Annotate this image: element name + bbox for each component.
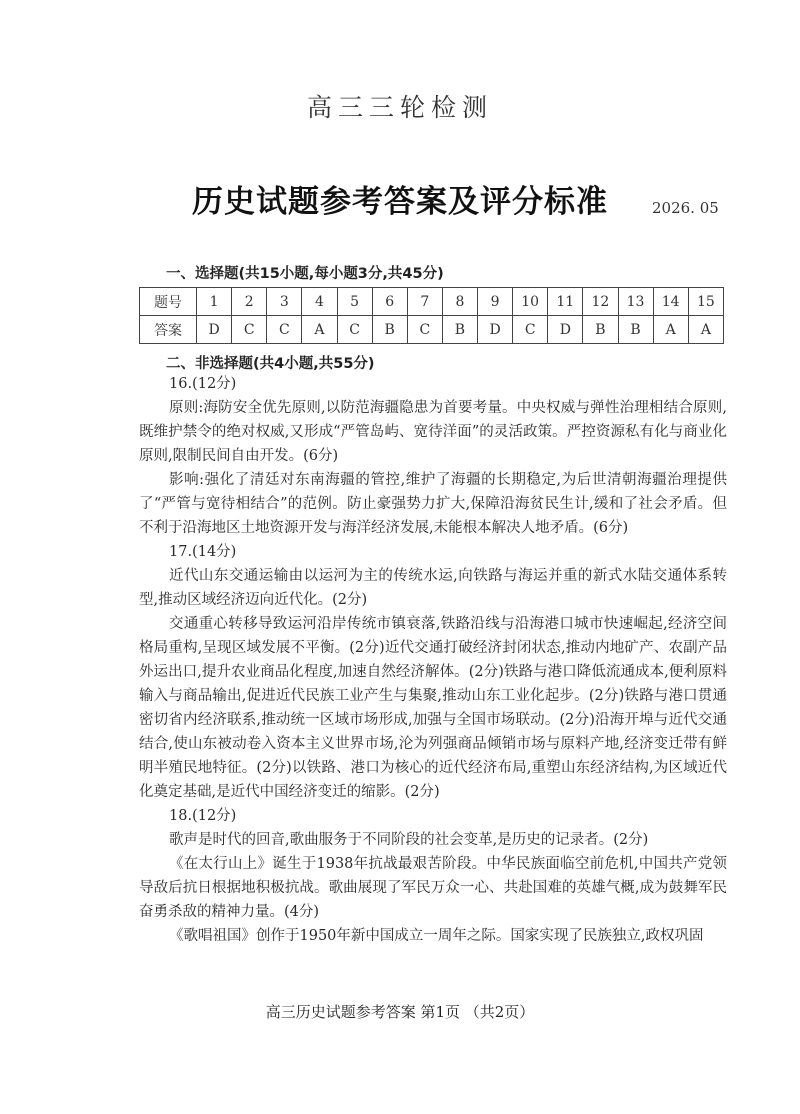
answer-cell: A [302,316,337,344]
question-number: 15 [688,288,723,316]
question-number: 11 [548,288,583,316]
row-label-answer: 答案 [140,316,197,344]
answer-cell: A [688,316,723,344]
answer-cell: A [653,316,688,344]
table-row-numbers [140,288,724,316]
answer-cell: C [407,316,442,344]
question-16-impact: 影响:强化了清廷对东南海疆的管控,维护了海疆的长期稳定,为后世清朝海疆治理提供了“严管与宽待相结合”的范例。防止豪强势力扩大,保障沿海贫民生计,缓和了社会矛盾。但不利于沿海地区土地资源开发与海洋经济发展,未能根本解决人地矛盾。(6分) [139,472,727,536]
question-number: 14 [653,288,688,316]
answer-cell: C [267,316,302,344]
answer-cell: C [337,316,372,344]
question-number: 8 [442,288,477,316]
question-number: 10 [513,288,548,316]
answer-cell: B [372,316,407,344]
question-17-analysis: 交通重心转移导致运河沿岸传统市镇衰落,铁路沿线与沿海港口城市快速崛起,经济空间格局重构,呈现区域发展不平衡。(2分)近代交通打破经济封闭状态,推动内地矿产、农副产品外运出口,提升农业商品化程度,加速自然经济解体。(2分)铁路与港口降低流通成本,便利原料输入与商品输出,促进近代民族工业产生与集聚,推动山东工业化起步。(2分)铁路与港口贯通密切省内经济联系,推动统一区域市场形成,加强与全国市场联动。(2分)沿海开埠与近代交通结合,使山东被动卷入资本主义世界市场,沦为列强商品倾销市场与原料产地,经济变迁带有鲜明半殖民地特征。(2分)以铁路、港口为核心的近代经济布局,重塑山东经济结构,为区域近代化奠定基础,是近代中国经济变迁的缩影。(2分) [139,616,727,800]
document-title: 历史试题参考答案及评分标准 [192,184,608,220]
answer-cell: D [548,316,583,344]
question-18-number: 18.(12分) [169,808,237,824]
question-18-thesis: 歌声是时代的回音,歌曲服务于不同阶段的社会变革,是历史的记录者。(2分) [169,832,649,848]
question-17-summary: 近代山东交通运输由以运河为主的传统水运,向铁路与海运并重的新式水陆交通体系转型,推动区域经济迈向近代化。(2分) [139,568,727,608]
document-date: 2026. 05 [652,199,719,217]
question-number: 7 [407,288,442,316]
answer-cell: D [478,316,513,344]
answer-cell: C [513,316,548,344]
table-row-answers [140,316,724,344]
question-number: 5 [337,288,372,316]
answer-cell: B [442,316,477,344]
row-label-number: 题号 [140,288,197,316]
section-2-heading: 二、非选择题(共4小题,共55分) [166,356,375,372]
page-footer: 高三历史试题参考答案 第1页 （共2页） [265,1003,535,1021]
question-17-number: 17.(14分) [169,544,237,560]
question-18-song-1: 《在太行山上》诞生于1938年抗战最艰苦阶段。中华民族面临空前危机,中国共产党领导敌后抗日根据地积极抗战。歌曲展现了军民万众一心、共赴国难的英雄气概,成为鼓舞军民奋勇杀敌的精神力量。(4分) [139,856,727,920]
answer-cell: D [197,316,232,344]
question-number: 3 [267,288,302,316]
question-number: 9 [478,288,513,316]
question-number: 4 [302,288,337,316]
answer-cell: B [618,316,653,344]
section-1-heading: 一、选择题(共15小题,每小题3分,共45分) [166,266,444,282]
answer-cell: B [583,316,618,344]
question-16-number: 16.(12分) [169,376,237,392]
question-18-song-2: 《歌唱祖国》创作于1950年新中国成立一周年之际。国家实现了民族独立,政权巩固 [169,928,704,944]
question-16-principles: 原则:海防安全优先原则,以防范海疆隐患为首要考量。中央权威与弹性治理相结合原则,既维护禁令的绝对权威,又形成“严管岛屿、宽待洋面”的灵活政策。严控资源私有化与商业化原则,限制民间自由开发。(6分) [139,400,727,464]
question-number: 1 [197,288,232,316]
answer-cell: C [232,316,267,344]
answer-body [139,372,727,948]
question-number: 13 [618,288,653,316]
question-number: 2 [232,288,267,316]
answer-table [139,287,724,344]
question-number: 12 [583,288,618,316]
question-number: 6 [372,288,407,316]
exam-title: 高三三轮检测 [306,93,493,122]
